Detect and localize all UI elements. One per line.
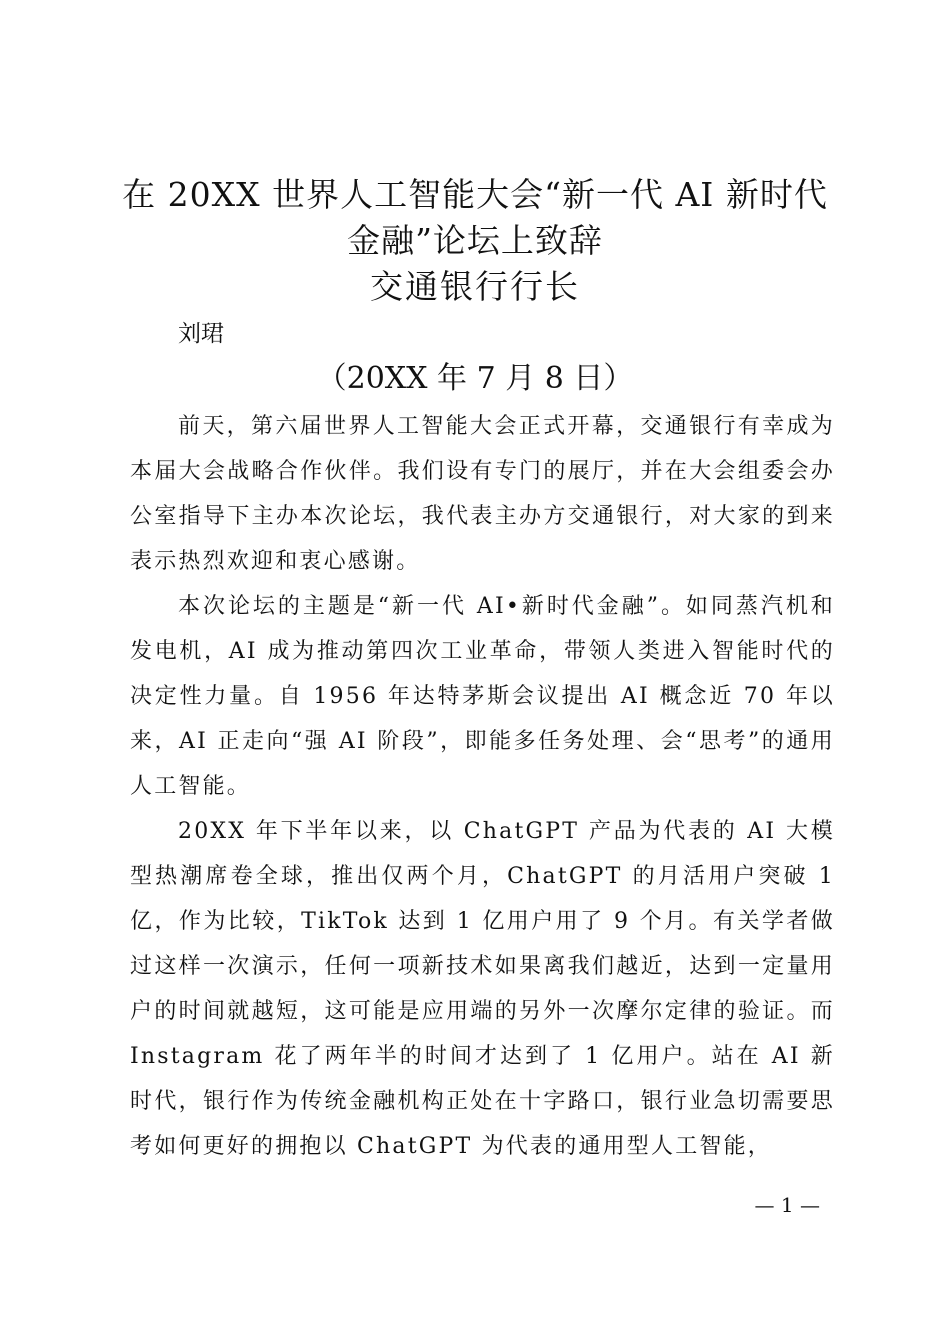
- paragraph: 前天，第六届世界人工智能大会正式开幕，交通银行有幸成为本届大会战略合作伙伴。我们设有专门的展厅，并在大会组委会办公室指导下主办本次论坛，我代表主办方交通银行，对大家的到来表示热烈欢迎和衷心感谢。: [130, 414, 835, 574]
- paragraph: 20XX 年下半年以来，以 ChatGPT 产品为代表的 AI 大模型热潮席卷全球，推出仅两个月，ChatGPT 的月活用户突破 1 亿，作为比较，TikTok 达到 1 亿用户用了 9 个月。有关学者做过这样一次演示，任何一项新技术如果离我们越近，达到一定量用户的时间就越短，这可能是应用端的另外一次摩尔定律的验证。而 Instagram 花了两年半的时间才达到了 1 亿用户。站在 AI 新时代，银行作为传统金融机构正处在十字路口，银行业急切需要思考如何更好的拥抱以 ChatGPT 为代表的通用型人工智能，: [130, 819, 835, 1159]
- speaker-name: 刘珺: [178, 321, 224, 347]
- document-title: 在 20XX 世界人工智能大会“新一代 AI 新时代金融”论坛上致辞: [122, 175, 828, 260]
- speaker-position: 交通银行行长: [370, 267, 580, 306]
- paragraph: 本次论坛的主题是“新一代 AI•新时代金融”。如同蒸汽机和发电机，AI 成为推动第四次工业革命，带领人类进入智能时代的决定性力量。自 1956 年达特茅斯会议提出 AI 概念近 70 年以来，AI 正走向“强 AI 阶段”，即能多任务处理、会“思考”的通用人工智能。: [130, 594, 835, 799]
- page-number: — 1 —: [754, 1193, 820, 1217]
- speech-date: （20XX 年 7 月 8 日）: [316, 361, 634, 396]
- document-body: [130, 404, 835, 1169]
